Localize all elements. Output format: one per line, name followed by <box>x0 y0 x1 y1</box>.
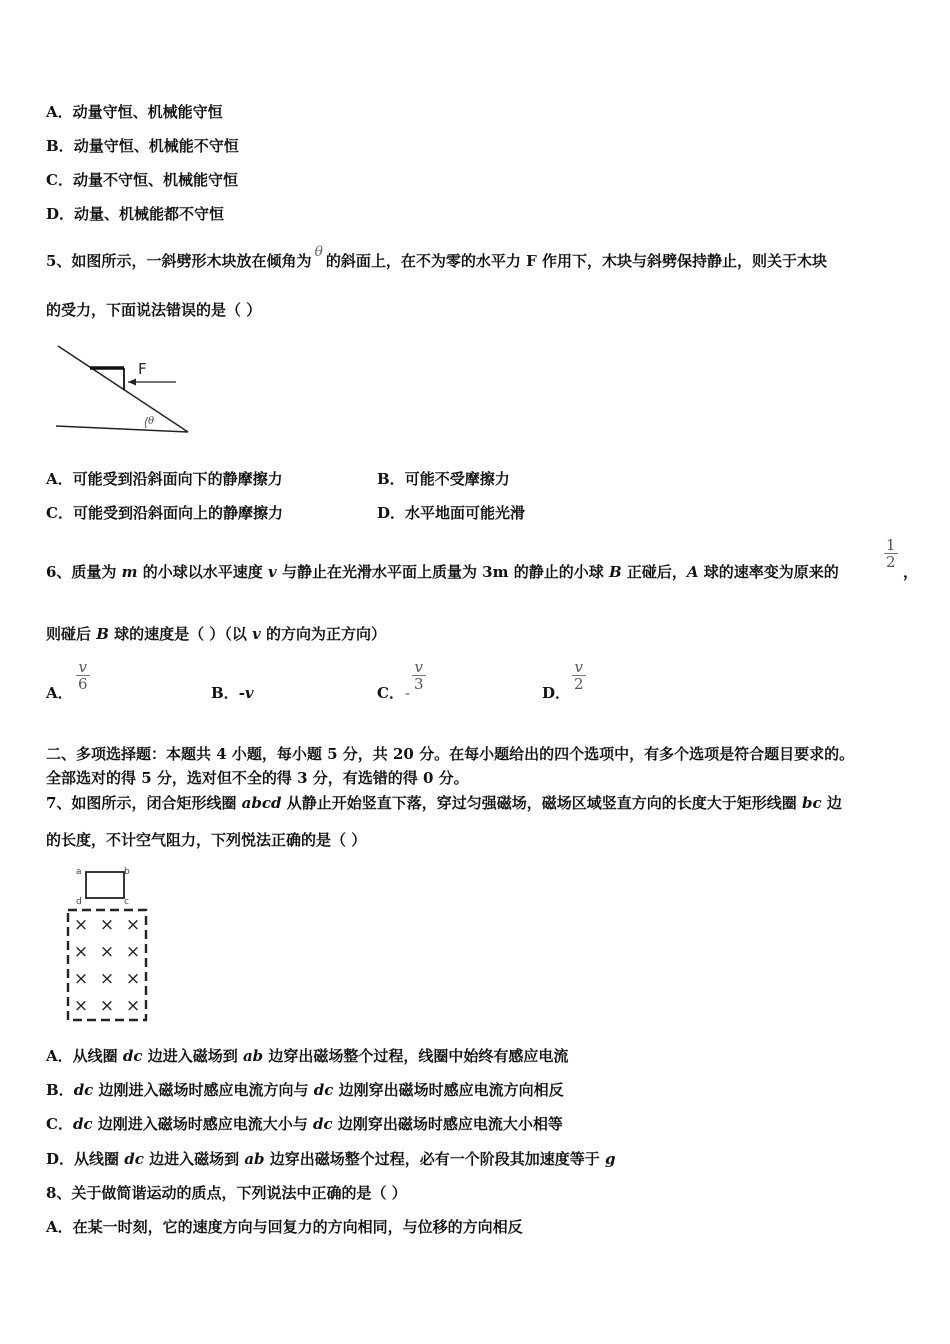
q4-option-a: A．动量守恒、机械能守恒 <box>46 103 223 121</box>
q6-option-c-fraction: $\frac{v}{3}$ <box>414 658 424 693</box>
field-cross-mark: × <box>73 942 89 962</box>
q6-option-a-fraction: $\frac{v}{6}$ <box>78 658 88 693</box>
theta-symbol: θ <box>314 244 323 260</box>
q7-option-c: C．dc 边刚进入磁场时感应电流大小与 dc 边刚穿出磁场时感应电流大小相等 <box>46 1115 563 1133</box>
q8-option-a: A．在某一时刻，它的速度方向与回复力的方向相同，与位移的方向相反 <box>46 1218 523 1236</box>
corner-c: c <box>124 897 129 907</box>
angle-label: θ <box>148 416 155 427</box>
section2-header-line2: 全部选对的得 5 分，选对但不全的得 3 分，有选错的得 0 分。 <box>46 769 469 787</box>
q5-figure-incline <box>52 340 197 440</box>
q6-option-c-label: C． <box>377 684 404 702</box>
q5-option-b: B．可能不受摩擦力 <box>377 470 510 488</box>
q7-option-d: D．从线圈 dc 边进入磁场到 ab 边穿出磁场整个过程，必有一个阶段其加速度等于 g <box>46 1150 616 1168</box>
field-cross-mark: × <box>99 915 115 935</box>
q4-option-c: C．动量不守恒、机械能守恒 <box>46 171 238 189</box>
q6-option-c-sign: - <box>405 684 411 702</box>
q6-option-d-fraction: $\frac{v}{2}$ <box>574 658 584 693</box>
field-cross-mark: × <box>73 996 89 1016</box>
field-cross-mark: × <box>99 996 115 1016</box>
field-cross-mark: × <box>125 969 141 989</box>
corner-a: a <box>76 867 82 877</box>
q4-option-b: B．动量守恒、机械能不守恒 <box>46 137 239 155</box>
q6-option-d-label: D． <box>542 684 571 702</box>
field-cross-mark: × <box>99 969 115 989</box>
q7-stem-line1: 7、如图所示，闭合矩形线圈 abcd 从静止开始竖直下落，穿过匀强磁场，磁场区域竖直方向的长度大于矩形线圈 bc 边 <box>46 794 842 812</box>
q7-option-b: B．dc 边刚进入磁场时感应电流方向与 dc 边刚穿出磁场时感应电流方向相反 <box>46 1081 564 1099</box>
q6-option-b: B．-v <box>211 684 254 702</box>
q8-stem: 8、关于做简谐运动的质点，下列说法中正确的是（ ） <box>46 1184 407 1202</box>
field-cross-mark: × <box>99 942 115 962</box>
field-cross-mark: × <box>125 942 141 962</box>
field-cross-mark: × <box>73 915 89 935</box>
corner-b: b <box>124 867 130 877</box>
field-cross-mark: × <box>73 969 89 989</box>
q6-comma: ， <box>903 563 919 581</box>
q5-option-a: A．可能受到沿斜面向下的静摩擦力 <box>46 470 283 488</box>
q6-stem-line1: 6、质量为 m 的小球以水平速度 v 与静止在光滑水平面上质量为 3m 的静止的小球 B 正碰后，A 球的速率变为原来的 <box>46 563 839 581</box>
q7-stem-line2: 的长度，不计空气阻力，下列悦法正确的是（ ） <box>46 831 367 849</box>
q6-fraction-half: $\frac{1}{2}$ <box>886 536 896 571</box>
q5-stem-line1: 5、如图所示，一斜劈形木块放在倾角为 θ 的斜面上，在不为零的水平力 F 作用下，木块与斜劈保持静止，则关于木块 <box>46 244 827 270</box>
q7-figure-coil-field <box>60 862 160 1027</box>
field-cross-mark: × <box>125 996 141 1016</box>
q5-option-c: C．可能受到沿斜面向上的静摩擦力 <box>46 504 283 522</box>
force-label: F <box>138 360 147 378</box>
q6-stem-line2: 则碰后 B 球的速度是（ ）（以 v 的方向为正方向） <box>46 625 387 643</box>
q5-option-d: D．水平地面可能光滑 <box>377 504 526 522</box>
q6-option-a-label: A． <box>46 684 73 702</box>
section2-header-line1: 二、多项选择题：本题共 4 小题，每小题 5 分，共 20 分。在每小题给出的四个选项中，有多个选项是符合题目要求的。 <box>46 745 855 763</box>
corner-d: d <box>76 897 82 907</box>
q7-option-a: A．从线圈 dc 边进入磁场到 ab 边穿出磁场整个过程，线圈中始终有感应电流 <box>46 1047 569 1065</box>
q4-option-d: D．动量、机械能都不守恒 <box>46 205 225 223</box>
q5-stem-line2: 的受力，下面说法错误的是（ ） <box>46 301 262 319</box>
field-cross-mark: × <box>125 915 141 935</box>
